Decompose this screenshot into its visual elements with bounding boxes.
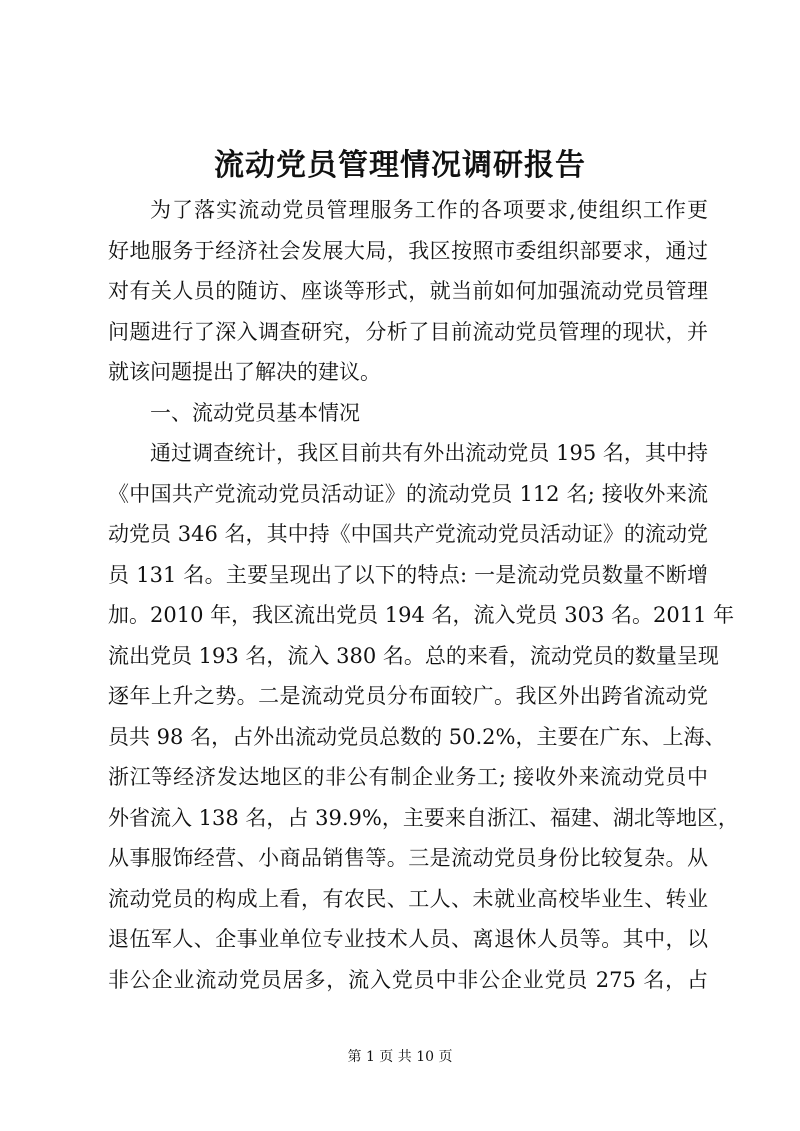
body-line: 非公企业流动党员居多，流入党员中非公企业党员 275 名，占 (108, 967, 708, 992)
body-line: 《中国共产党流动党员活动证》的流动党员 112 名; 接收外来流 (108, 481, 708, 506)
body-line: 员共 98 名，占外出流动党员总数的 50.2%，主要在广东、上海、 (108, 724, 726, 749)
body-line: 好地服务于经济社会发展大局，我区按照市委组织部要求，通过 (108, 238, 708, 263)
body-line: 就该问题提出了解决的建议。 (108, 360, 381, 384)
body-line: 外省流入 138 名，占 39.9%，主要来自浙江、福建、湖北等地区， (108, 805, 739, 830)
body-line: 浙江等经济发达地区的非公有制企业务工; 接收外来流动党员中 (108, 765, 708, 789)
section-heading: 一、流动党员基本情况 (150, 400, 360, 425)
body-line: 逐年上升之势。二是流动党员分布面较广。我区外出跨省流动党 (108, 684, 708, 708)
body-line: 为了落实流动党员管理服务工作的各项要求,使组织工作更 (150, 198, 708, 222)
body-line: 加。2010 年，我区流出党员 194 名，流入党员 303 名。2011 年 (108, 603, 735, 627)
body-line: 员 131 名。主要呈现出了以下的特点: 一是流动党员数量不断增 (108, 562, 708, 587)
body-line: 问题进行了深入调查研究，分析了目前流动党员管理的现状，并 (108, 319, 708, 344)
page-number: 第 1 页 共 10 页 (347, 1049, 453, 1065)
document-title: 流动党员管理情况调研报告 (214, 148, 586, 183)
body-line: 对有关人员的随访、座谈等形式，就当前如何加强流动党员管理 (108, 279, 708, 303)
body-line: 通过调查统计，我区目前共有外出流动党员 195 名，其中持 (150, 441, 708, 465)
body-line: 动党员 346 名，其中持《中国共产党流动党员活动证》的流动党 (108, 522, 708, 546)
document-body (108, 190, 739, 1000)
body-line: 流出党员 193 名，流入 380 名。总的来看，流动党员的数量呈现 (108, 643, 719, 668)
body-line: 退伍军人、企事业单位专业技术人员、离退休人员等。其中，以 (108, 927, 708, 951)
body-line: 流动党员的构成上看，有农民、工人、未就业高校毕业生、转业 (108, 886, 708, 911)
body-line: 从事服饰经营、小商品销售等。三是流动党员身份比较复杂。从 (108, 846, 708, 870)
